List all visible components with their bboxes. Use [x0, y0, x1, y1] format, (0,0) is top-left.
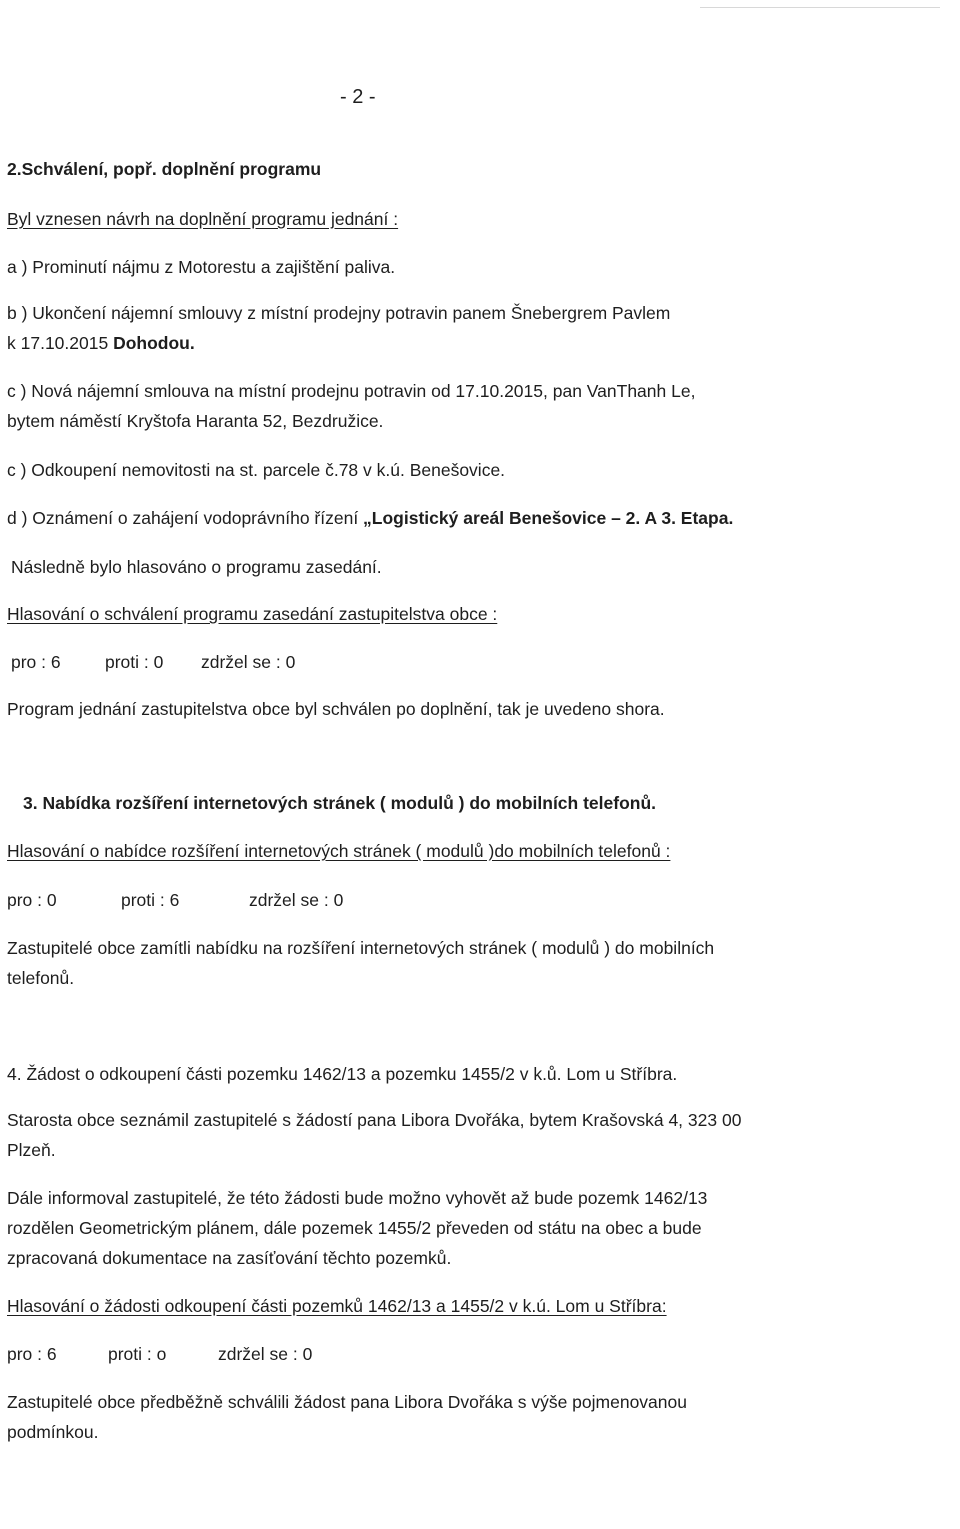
section3-result-line2: telefonů.: [7, 968, 75, 988]
section4-vote-result: [7, 1343, 312, 1365]
vote-pro: pro : 6: [11, 652, 61, 672]
vote-proti: proti : o: [108, 1344, 167, 1364]
section4-result-line1: Zastupitelé obce předběžně schválili žádost pana Libora Dvořáka s výše pojmenovanou: [7, 1392, 687, 1412]
section3-vote-heading: Hlasování o nabídce rozšíření internetových stránek ( modulů )do mobilních telefonů :: [7, 841, 671, 861]
vote-zdrzel: zdržel se : 0: [218, 1344, 313, 1364]
section4-heading: 4. Žádost o odkoupení části pozemku 1462/13 a pozemku 1455/2 v k.ů. Lom u Stříbra.: [7, 1064, 678, 1084]
section4-para2-line3: zpracovaná dokumentace na zasíťování těchto pozemků.: [7, 1248, 452, 1268]
vote-proti: proti : 6: [121, 890, 180, 910]
section2-proposal-heading: Byl vznesen návrh na doplnění programu jednání :: [7, 209, 399, 229]
page-number: - 2 -: [340, 86, 376, 108]
section2-followup: Následně bylo hlasováno o programu zasedání.: [11, 557, 382, 577]
section2-item-d-bold: „Logistický areál Benešovice – 2. A 3. Etapa.: [363, 508, 734, 528]
section4-result-line2: podmínkou.: [7, 1422, 99, 1442]
vote-zdrzel: zdržel se : 0: [249, 890, 344, 910]
section2-item-b-date: k 17.10.2015: [7, 333, 114, 353]
vote-pro: pro : 0: [7, 890, 57, 910]
section2-vote-heading: Hlasování o schválení programu zasedání zastupitelstva obce :: [7, 604, 498, 624]
section3-result-line1: Zastupitelé obce zamítli nabídku na rozšíření internetových stránek ( modulů ) do mobilních: [7, 938, 715, 958]
section3-vote-result: [7, 889, 343, 911]
section3-heading: 3. Nabídka rozšíření internetových stránek ( modulů ) do mobilních telefonů.: [23, 793, 657, 813]
section4-para2-line2: rozdělen Geometrickým plánem, dále pozemek 1455/2 převeden od státu na obec a bude: [7, 1218, 702, 1238]
section2-item-b-line1: b ) Ukončení nájemní smlouvy z místní prodejny potravin panem Šnebergrem Pavlem: [7, 303, 671, 323]
section2-item-c1-line2: bytem náměstí Kryštofa Haranta 52, Bezdružice.: [7, 411, 384, 431]
section2-item-b-line2: [7, 332, 195, 354]
section4-para1-line1: Starosta obce seznámil zastupitelé s žádostí pana Libora Dvořáka, bytem Krašovská 4, 323 00: [7, 1110, 742, 1130]
section2-result: Program jednání zastupitelstva obce byl schválen po doplnění, tak je uvedeno shora.: [7, 699, 665, 719]
vote-proti: proti : 0: [105, 652, 164, 672]
section2-item-d-text: d ) Oznámení o zahájení vodoprávního řízení: [7, 508, 364, 528]
section2-item-b-bold: Dohodou.: [113, 333, 195, 353]
section2-item-c1-line1: c ) Nová nájemní smlouva na místní prodejnu potravin od 17.10.2015, pan VanThanh Le,: [7, 381, 696, 401]
section2-item-d: [7, 507, 733, 529]
section4-para1-line2: Plzeň.: [7, 1140, 56, 1160]
section4-para2-line1: Dále informoval zastupitelé, že této žádosti bude možno vyhovět až bude pozemk 1462/13: [7, 1188, 708, 1208]
section2-item-a: a ) Prominutí nájmu z Motorestu a zajištění paliva.: [7, 257, 396, 277]
vote-zdrzel: zdržel se : 0: [201, 652, 296, 672]
section2-item-c2: c ) Odkoupení nemovitosti na st. parcele č.78 v k.ú. Benešovice.: [7, 460, 506, 480]
section2-heading: 2.Schválení, popř. doplnění programu: [7, 159, 322, 179]
vote-pro: pro : 6: [7, 1344, 57, 1364]
scan-edge-line: [700, 7, 940, 8]
section4-vote-heading: Hlasování o žádosti odkoupení části pozemků 1462/13 a 1455/2 v k.ú. Lom u Stříbra:: [7, 1296, 667, 1316]
section2-vote-result: [11, 651, 295, 673]
